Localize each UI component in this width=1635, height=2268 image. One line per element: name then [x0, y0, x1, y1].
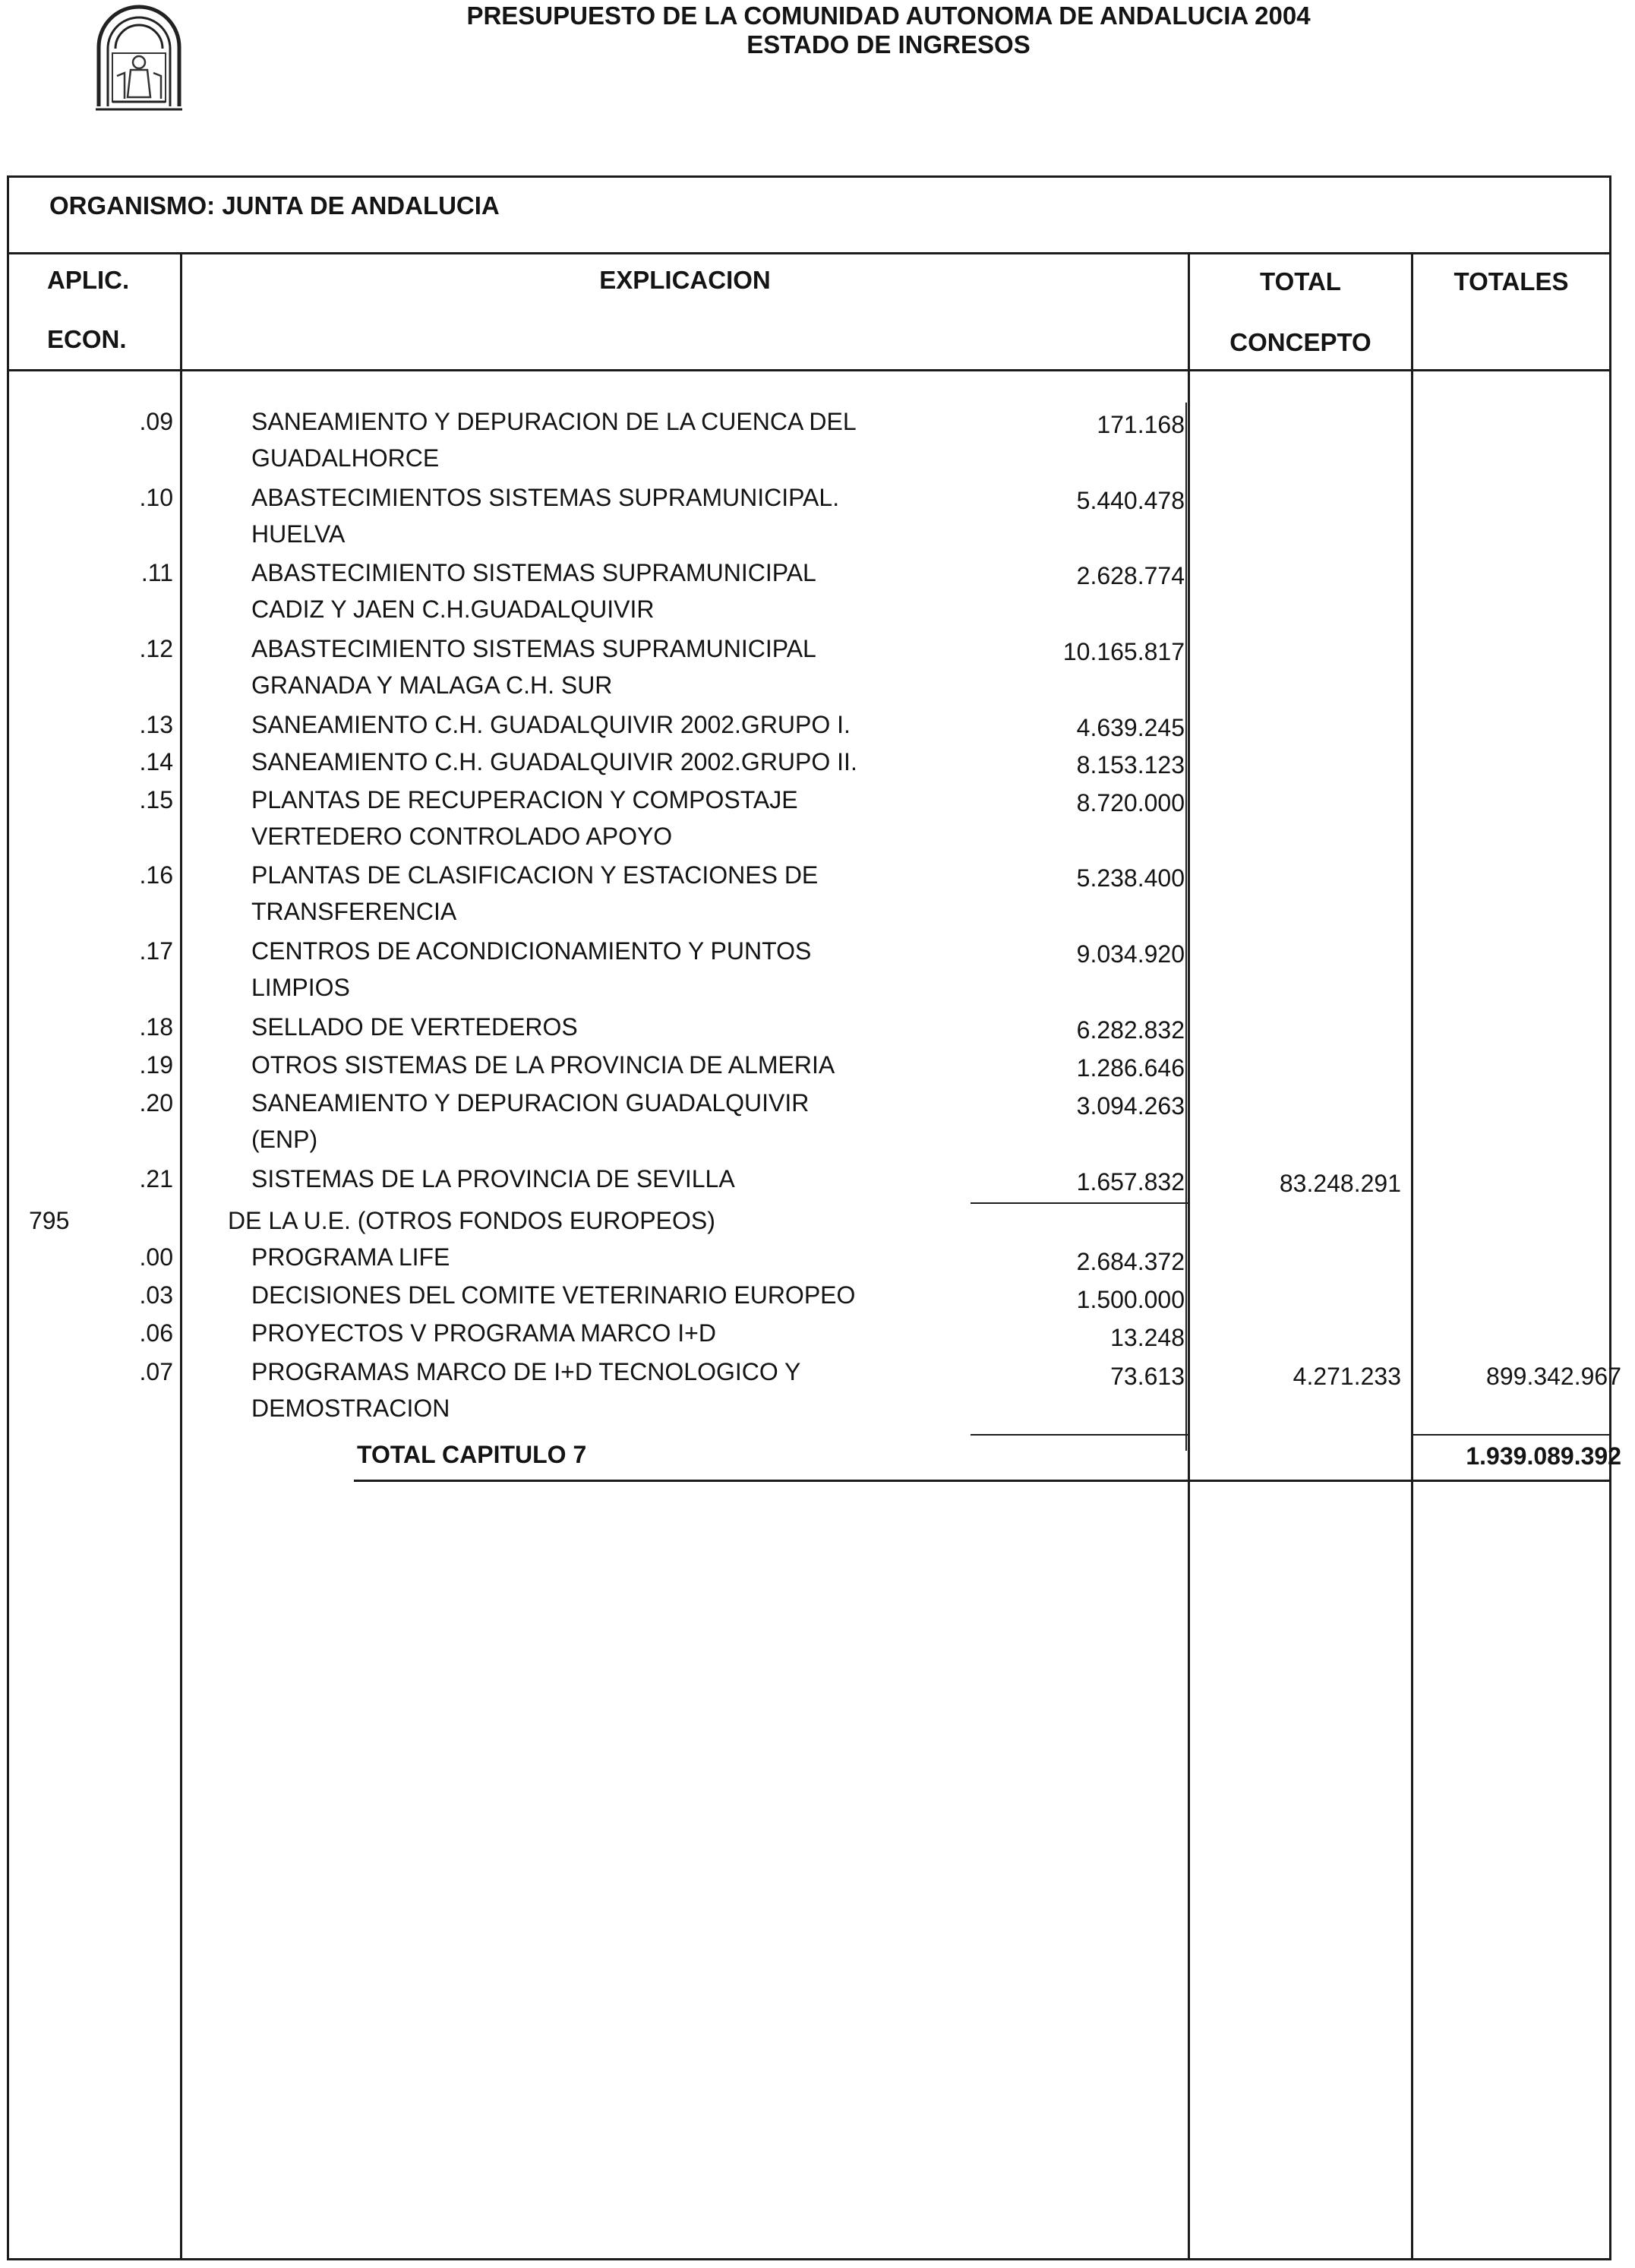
table-row	[0, 1314, 1635, 1352]
total-capitulo-row	[0, 1436, 1635, 1474]
row-description-cont: VERTEDERO CONTROLADO APOYO	[251, 823, 673, 850]
row-code: .09	[139, 408, 173, 435]
col-header-econ: ECON.	[47, 325, 127, 353]
table-row	[0, 1276, 1635, 1314]
row-description: OTROS SISTEMAS DE LA PROVINCIA DE ALMERIA	[251, 1051, 835, 1079]
row-code: .07	[139, 1358, 173, 1385]
row-amount: 5.440.478	[1076, 487, 1185, 514]
row-code: .20	[139, 1089, 173, 1117]
row-description-cont: HUELVA	[251, 520, 346, 548]
row-amount: 13.248	[1110, 1324, 1185, 1351]
row-totales: 899.342.967	[1486, 1363, 1621, 1390]
row-amount: 3.094.263	[1076, 1092, 1185, 1120]
row-amount: 10.165.817	[1062, 638, 1185, 665]
organismo-divider	[7, 252, 1611, 254]
row-amount: 1.500.000	[1076, 1286, 1185, 1313]
document-title: PRESUPUESTO DE LA COMUNIDAD AUTONOMA DE ANDALUCIA 2004	[466, 2, 1311, 30]
col-header-concepto: CONCEPTO	[1229, 328, 1371, 356]
row-description-cont: GUADALHORCE	[251, 444, 440, 472]
table-row	[0, 781, 1635, 850]
row-amount: 8.720.000	[1076, 789, 1185, 817]
row-code: .03	[139, 1281, 173, 1309]
table-row	[0, 630, 1635, 699]
row-amount: 6.282.832	[1076, 1016, 1185, 1044]
row-amount: 1.286.646	[1076, 1054, 1185, 1082]
col-header-totales: TOTALES	[1454, 267, 1569, 295]
document-subtitle: ESTADO DE INGRESOS	[746, 30, 1031, 58]
row-code: .16	[139, 861, 173, 889]
row-description: PLANTAS DE RECUPERACION Y COMPOSTAJE	[251, 786, 798, 813]
table-row	[0, 1353, 1635, 1422]
row-amount: 2.684.372	[1076, 1248, 1185, 1275]
row-code: .14	[139, 748, 173, 775]
row-amount: 5.238.400	[1076, 864, 1185, 892]
table-row	[0, 1008, 1635, 1046]
table-row	[0, 1160, 1635, 1198]
table-row	[0, 1084, 1635, 1153]
row-code: .12	[139, 635, 173, 662]
header-divider	[7, 369, 1611, 371]
row-description: PLANTAS DE CLASIFICACION Y ESTACIONES DE	[251, 861, 819, 889]
row-description: DECISIONES DEL COMITE VETERINARIO EUROPEO	[251, 1281, 856, 1309]
row-description-cont: CADIZ Y JAEN C.H.GUADALQUIVIR	[251, 595, 655, 623]
row-description: ABASTECIMIENTO SISTEMAS SUPRAMUNICIPAL	[251, 559, 816, 586]
row-description-cont: TRANSFERENCIA	[251, 898, 457, 925]
row-description: PROYECTOS V PROGRAMA MARCO I+D	[251, 1319, 716, 1347]
table-row	[0, 403, 1635, 472]
organismo-label: ORGANISMO: JUNTA DE ANDALUCIA	[49, 191, 500, 220]
total-capitulo-underline	[354, 1480, 1611, 1482]
table-row	[0, 706, 1635, 744]
row-total-concepto: 83.248.291	[1279, 1170, 1401, 1197]
row-code: .17	[139, 937, 173, 965]
row-code: .00	[139, 1243, 173, 1271]
table-bottom-border	[7, 2258, 1611, 2260]
table-row	[0, 856, 1635, 925]
table-row	[0, 1238, 1635, 1276]
row-description: SANEAMIENTO Y DEPURACION DE LA CUENCA DEL	[251, 408, 857, 435]
col-header-total: TOTAL	[1260, 267, 1341, 295]
row-description: PROGRAMA LIFE	[251, 1243, 450, 1271]
row-amount: 73.613	[1110, 1363, 1185, 1390]
table-row-concept	[0, 1202, 1635, 1240]
row-total-concepto: 4.271.233	[1293, 1363, 1401, 1390]
row-amount: 1.657.832	[1076, 1168, 1185, 1196]
row-description-cont: DEMOSTRACION	[251, 1395, 450, 1422]
total-capitulo-label: TOTAL CAPITULO 7	[357, 1441, 587, 1468]
row-description-cont: GRANADA Y MALAGA C.H. SUR	[251, 671, 613, 699]
row-amount: 4.639.245	[1076, 714, 1185, 741]
row-code: 795	[29, 1207, 70, 1234]
row-amount: 9.034.920	[1076, 940, 1185, 968]
row-description: SANEAMIENTO C.H. GUADALQUIVIR 2002.GRUPO II.	[251, 748, 857, 775]
row-description: SISTEMAS DE LA PROVINCIA DE SEVILLA	[251, 1165, 735, 1192]
col-header-explicacion: EXPLICACION	[599, 266, 771, 294]
row-description: ABASTECIMIENTO SISTEMAS SUPRAMUNICIPAL	[251, 635, 816, 662]
table-row	[0, 1046, 1635, 1084]
row-amount: 8.153.123	[1076, 751, 1185, 779]
table-row	[0, 479, 1635, 548]
row-description: DE LA U.E. (OTROS FONDOS EUROPEOS)	[228, 1207, 715, 1234]
row-amount: 171.168	[1097, 411, 1185, 438]
col-header-aplic: APLIC.	[47, 266, 130, 294]
andalucia-coat-of-arms-logo	[90, 0, 188, 114]
row-code: .15	[139, 786, 173, 813]
row-code: .18	[139, 1013, 173, 1041]
table-row	[0, 743, 1635, 781]
total-capitulo-value: 1.939.089.392	[1466, 1442, 1621, 1470]
table-row	[0, 932, 1635, 1001]
row-description: CENTROS DE ACONDICIONAMIENTO Y PUNTOS	[251, 937, 812, 965]
row-code: .21	[139, 1165, 173, 1192]
table-row	[0, 554, 1635, 623]
row-description-cont: LIMPIOS	[251, 974, 350, 1001]
row-description-cont: (ENP)	[251, 1126, 318, 1153]
row-description: SANEAMIENTO C.H. GUADALQUIVIR 2002.GRUPO I.	[251, 711, 851, 738]
row-code: .19	[139, 1051, 173, 1079]
row-amount: 2.628.774	[1076, 562, 1185, 589]
row-code: .13	[139, 711, 173, 738]
row-description: SANEAMIENTO Y DEPURACION GUADALQUIVIR	[251, 1089, 810, 1117]
table-top-border	[7, 175, 1611, 178]
row-description: ABASTECIMIENTOS SISTEMAS SUPRAMUNICIPAL.	[251, 484, 840, 511]
row-description: SELLADO DE VERTEDEROS	[251, 1013, 578, 1041]
row-description: PROGRAMAS MARCO DE I+D TECNOLOGICO Y	[251, 1358, 801, 1385]
row-code: .11	[140, 559, 173, 586]
row-code: .06	[139, 1319, 173, 1347]
row-code: .10	[139, 484, 173, 511]
